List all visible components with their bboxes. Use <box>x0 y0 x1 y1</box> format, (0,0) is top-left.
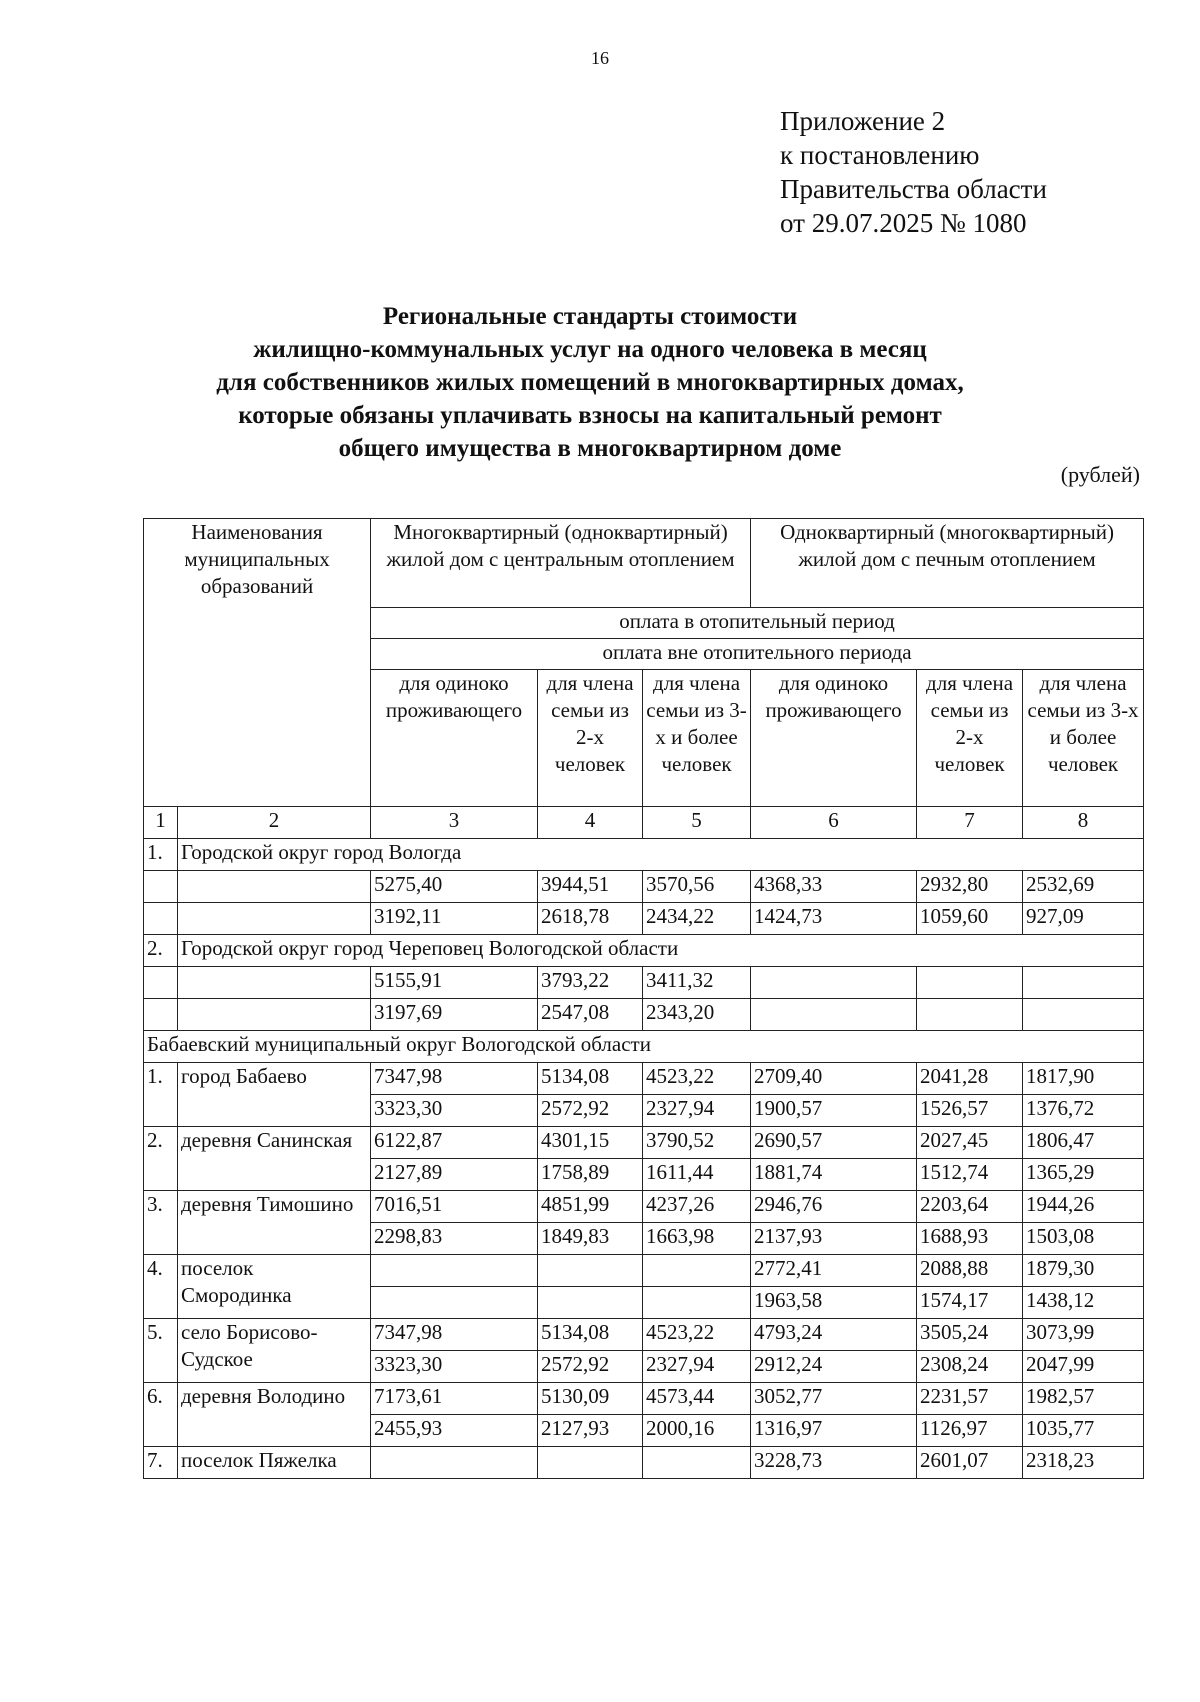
value-cell: 2047,99 <box>1023 1351 1144 1383</box>
header-heating-period: оплата в отопительный период <box>371 608 1144 639</box>
value-cell: 1526,57 <box>917 1095 1023 1127</box>
value-cell: 2434,22 <box>643 903 751 935</box>
header-sub: для члена семьи из 2-х человек <box>917 670 1023 807</box>
document-title <box>140 300 1040 465</box>
value-cell: 2532,69 <box>1023 871 1144 903</box>
appendix-line: Правительства области <box>780 174 1047 204</box>
value-cell: 3197,69 <box>371 999 538 1031</box>
header-non-heating-period: оплата вне отопительного периода <box>371 639 1144 670</box>
value-cell: 1438,12 <box>1023 1287 1144 1319</box>
value-cell <box>643 1287 751 1319</box>
value-cell: 3570,56 <box>643 871 751 903</box>
place-name: город Бабаево <box>178 1063 371 1127</box>
header-group-central: Многоквартирный (одноквартирный) жилой дом с центральным отоплением <box>371 519 751 608</box>
value-cell: 5275,40 <box>371 871 538 903</box>
value-cell: 2946,76 <box>751 1191 917 1223</box>
header-group-stove: Одноквартирный (многоквартирный) жилой дом с печным отоплением <box>751 519 1144 608</box>
section-title: Городской округ город Вологда <box>178 839 1144 871</box>
table-row <box>144 871 1144 903</box>
empty-cell <box>144 903 178 935</box>
value-cell: 1126,97 <box>917 1415 1023 1447</box>
value-cell: 5130,09 <box>538 1383 643 1415</box>
value-cell <box>1023 967 1144 999</box>
value-cell: 2327,94 <box>643 1351 751 1383</box>
value-cell: 3052,77 <box>751 1383 917 1415</box>
table-row <box>144 1127 1144 1159</box>
place-name: поселок Пяжелка <box>178 1447 371 1479</box>
value-cell: 2690,57 <box>751 1127 917 1159</box>
value-cell: 2027,45 <box>917 1127 1023 1159</box>
value-cell: 1663,98 <box>643 1223 751 1255</box>
value-cell: 2203,64 <box>917 1191 1023 1223</box>
value-cell <box>643 1447 751 1479</box>
value-cell: 3793,22 <box>538 967 643 999</box>
value-cell: 2041,28 <box>917 1063 1023 1095</box>
table-row <box>144 999 1144 1031</box>
value-cell <box>538 1447 643 1479</box>
value-cell: 3505,24 <box>917 1319 1023 1351</box>
column-number: 8 <box>1023 807 1144 839</box>
value-cell <box>538 1287 643 1319</box>
empty-cell <box>144 871 178 903</box>
value-cell: 2932,80 <box>917 871 1023 903</box>
value-cell: 2308,24 <box>917 1351 1023 1383</box>
place-index: 6. <box>144 1383 178 1447</box>
value-cell: 3790,52 <box>643 1127 751 1159</box>
value-cell: 1900,57 <box>751 1095 917 1127</box>
place-index: 2. <box>144 1127 178 1191</box>
value-cell: 2601,07 <box>917 1447 1023 1479</box>
value-cell: 1365,29 <box>1023 1159 1144 1191</box>
value-cell: 2455,93 <box>371 1415 538 1447</box>
value-cell: 4237,26 <box>643 1191 751 1223</box>
value-cell: 7347,98 <box>371 1063 538 1095</box>
value-cell: 1503,08 <box>1023 1223 1144 1255</box>
value-cell: 1879,30 <box>1023 1255 1144 1287</box>
value-cell: 7173,61 <box>371 1383 538 1415</box>
value-cell: 1512,74 <box>917 1159 1023 1191</box>
value-cell: 4301,15 <box>538 1127 643 1159</box>
value-cell <box>751 967 917 999</box>
empty-cell <box>144 999 178 1031</box>
units-label: (рублей) <box>1060 462 1140 487</box>
value-cell: 1611,44 <box>643 1159 751 1191</box>
column-number: 7 <box>917 807 1023 839</box>
value-cell <box>371 1447 538 1479</box>
value-cell: 2298,83 <box>371 1223 538 1255</box>
value-cell: 7347,98 <box>371 1319 538 1351</box>
value-cell: 4793,24 <box>751 1319 917 1351</box>
value-cell: 2000,16 <box>643 1415 751 1447</box>
value-cell: 2709,40 <box>751 1063 917 1095</box>
place-index: 3. <box>144 1191 178 1255</box>
table-row <box>144 1063 1144 1095</box>
place-name: поселок Смородинка <box>178 1255 371 1319</box>
value-cell: 2127,89 <box>371 1159 538 1191</box>
value-cell <box>917 999 1023 1031</box>
title-line: жилищно-коммунальных услуг на одного человека в месяц <box>253 336 927 363</box>
value-cell: 6122,87 <box>371 1127 538 1159</box>
empty-cell <box>178 903 371 935</box>
value-cell: 1688,93 <box>917 1223 1023 1255</box>
value-cell: 1376,72 <box>1023 1095 1144 1127</box>
place-name: деревня Володино <box>178 1383 371 1447</box>
value-cell: 4573,44 <box>643 1383 751 1415</box>
section-index: 1. <box>144 839 178 871</box>
empty-cell <box>178 967 371 999</box>
title-line: для собственников жилых помещений в многоквартирных домах, <box>216 369 964 396</box>
district-row <box>144 1031 1144 1063</box>
value-cell: 2572,92 <box>538 1095 643 1127</box>
section-title: Городской округ город Череповец Вологодской области <box>178 935 1144 967</box>
page-number: 16 <box>591 48 609 68</box>
place-name: деревня Тимошино <box>178 1191 371 1255</box>
header-sub: для одиноко проживающего <box>751 670 917 807</box>
table-row <box>144 1319 1144 1351</box>
table-row <box>144 903 1144 935</box>
column-number: 2 <box>178 807 371 839</box>
place-name: село Борисово-Судское <box>178 1319 371 1383</box>
table-row <box>144 967 1144 999</box>
value-cell: 5134,08 <box>538 1063 643 1095</box>
value-cell: 1424,73 <box>751 903 917 935</box>
place-index: 5. <box>144 1319 178 1383</box>
value-cell: 7016,51 <box>371 1191 538 1223</box>
value-cell: 2912,24 <box>751 1351 917 1383</box>
empty-cell <box>178 871 371 903</box>
value-cell <box>371 1255 538 1287</box>
table-row <box>144 1191 1144 1223</box>
value-cell: 1963,58 <box>751 1287 917 1319</box>
table-row <box>144 1447 1144 1479</box>
value-cell: 4851,99 <box>538 1191 643 1223</box>
value-cell: 2547,08 <box>538 999 643 1031</box>
value-cell: 2231,57 <box>917 1383 1023 1415</box>
header-sub: для члена семьи из 3-х и более человек <box>643 670 751 807</box>
header-sub: для члена семьи из 3-х и более человек <box>1023 670 1144 807</box>
value-cell: 3323,30 <box>371 1351 538 1383</box>
header-municipality: Наименования муниципальных образований <box>144 519 371 807</box>
place-index: 1. <box>144 1063 178 1127</box>
appendix-line: к постановлению <box>780 140 980 170</box>
column-number: 5 <box>643 807 751 839</box>
section-index: 2. <box>144 935 178 967</box>
header-sub: для члена семьи из 2-х человек <box>538 670 643 807</box>
value-cell: 5155,91 <box>371 967 538 999</box>
table-row <box>144 1383 1144 1415</box>
value-cell: 5134,08 <box>538 1319 643 1351</box>
value-cell: 3944,51 <box>538 871 643 903</box>
place-index: 4. <box>144 1255 178 1319</box>
table-header <box>144 519 1144 839</box>
value-cell <box>643 1255 751 1287</box>
value-cell: 1849,83 <box>538 1223 643 1255</box>
appendix-line: от 29.07.2025 № 1080 <box>780 208 1027 238</box>
value-cell: 1806,47 <box>1023 1127 1144 1159</box>
value-cell: 4523,22 <box>643 1319 751 1351</box>
value-cell: 2127,93 <box>538 1415 643 1447</box>
header-sub: для одиноко проживающего <box>371 670 538 807</box>
title-line: Региональные стандарты стоимости <box>382 303 798 330</box>
column-number: 4 <box>538 807 643 839</box>
column-number: 6 <box>751 807 917 839</box>
value-cell: 4368,33 <box>751 871 917 903</box>
title-line: общего имущества в многоквартирном доме <box>338 435 842 462</box>
empty-cell <box>178 999 371 1031</box>
value-cell: 2318,23 <box>1023 1447 1144 1479</box>
value-cell <box>917 967 1023 999</box>
value-cell: 1059,60 <box>917 903 1023 935</box>
value-cell: 3228,73 <box>751 1447 917 1479</box>
place-index: 7. <box>144 1447 178 1479</box>
column-number: 3 <box>371 807 538 839</box>
district-title: Бабаевский муниципальный округ Вологодской области <box>144 1031 1144 1063</box>
value-cell: 1316,97 <box>751 1415 917 1447</box>
value-cell: 3411,32 <box>643 967 751 999</box>
empty-cell <box>144 967 178 999</box>
appendix-note <box>780 104 1047 240</box>
value-cell <box>371 1287 538 1319</box>
title-line: которые обязаны уплачивать взносы на капитальный ремонт <box>238 402 942 429</box>
appendix-line: Приложение 2 <box>780 106 946 136</box>
value-cell <box>538 1255 643 1287</box>
value-cell: 927,09 <box>1023 903 1144 935</box>
section-row <box>144 935 1144 967</box>
value-cell: 2088,88 <box>917 1255 1023 1287</box>
value-cell <box>1023 999 1144 1031</box>
section-row <box>144 839 1144 871</box>
value-cell <box>751 999 917 1031</box>
value-cell: 2137,93 <box>751 1223 917 1255</box>
place-name: деревня Санинская <box>178 1127 371 1191</box>
value-cell: 2572,92 <box>538 1351 643 1383</box>
value-cell: 2343,20 <box>643 999 751 1031</box>
value-cell: 2618,78 <box>538 903 643 935</box>
value-cell: 3192,11 <box>371 903 538 935</box>
value-cell: 1881,74 <box>751 1159 917 1191</box>
value-cell: 1574,17 <box>917 1287 1023 1319</box>
column-number: 1 <box>144 807 178 839</box>
value-cell: 3323,30 <box>371 1095 538 1127</box>
value-cell: 1035,77 <box>1023 1415 1144 1447</box>
value-cell: 1817,90 <box>1023 1063 1144 1095</box>
column-numbers-row <box>144 807 1144 839</box>
value-cell: 1944,26 <box>1023 1191 1144 1223</box>
value-cell: 1758,89 <box>538 1159 643 1191</box>
value-cell: 1982,57 <box>1023 1383 1144 1415</box>
value-cell: 2327,94 <box>643 1095 751 1127</box>
table-row <box>144 1255 1144 1287</box>
value-cell: 2772,41 <box>751 1255 917 1287</box>
standards-table <box>143 518 1144 1479</box>
value-cell: 4523,22 <box>643 1063 751 1095</box>
value-cell: 3073,99 <box>1023 1319 1144 1351</box>
table-body <box>144 839 1144 1479</box>
